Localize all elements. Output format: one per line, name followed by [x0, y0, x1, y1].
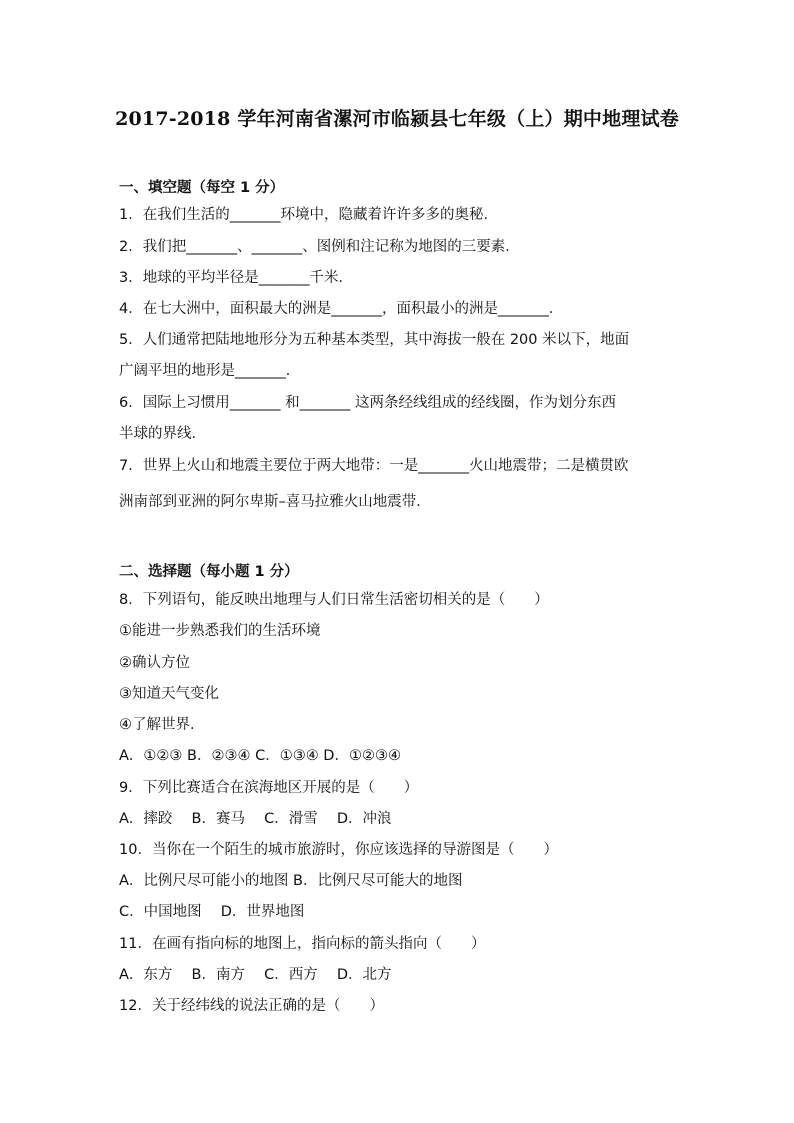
section-heading-fill-blank: 一、填空题（每空 1 分）: [119, 180, 285, 196]
question-line: 半球的界线．: [119, 426, 206, 442]
question-line: 5．人们通常把陆地地形分为五种基本类型，其中海拔一般在 200 米以下，地面: [119, 332, 630, 348]
answer-options: A．①②③ B．②③④ C．①③④ D．①②③④: [119, 748, 401, 764]
question-line: 洲南部到亚洲的阿尔卑斯–喜马拉雅火山地震带．: [119, 494, 431, 510]
question-line: 9．下列比赛适合在滨海地区开展的是（ ）: [119, 780, 419, 796]
answer-options: A．比例尺尽可能小的地图 B．比例尺尽可能大的地图: [119, 873, 463, 889]
question-line: 广阔平坦的地形是_______．: [119, 363, 301, 379]
question-line: 6．国际上习惯用_______ 和_______ 这两条经线组成的经线圈，作为划分东西: [119, 395, 616, 411]
answer-options: A．摔跤 B．赛马 C．滑雪 D．冲浪: [119, 811, 392, 827]
question-line: 1．在我们生活的_______环境中，隐藏着许许多多的奥秘．: [119, 207, 498, 223]
question-line: 10．当你在一个陌生的城市旅游时，你应该选择的导游图是（ ）: [119, 842, 558, 858]
question-line: 8．下列语句，能反映出地理与人们日常生活密切相关的是（ ）: [119, 592, 549, 608]
answer-options: A．东方 B．南方 C．西方 D．北方: [119, 967, 392, 983]
question-line: 11．在画有指向标的地图上，指向标的箭头指向（ ）: [119, 936, 486, 952]
question-line: 3．地球的平均半径是_______千米．: [119, 270, 353, 286]
question-line: ④了解世界．: [119, 717, 205, 733]
question-line: 7．世界上火山和地震主要位于两大地带：一是_______火山地震带；二是横贯欧: [119, 458, 629, 474]
answer-options: C．中国地图 D．世界地图: [119, 904, 305, 920]
question-line: ③知道天气变化: [119, 686, 219, 702]
question-line: 12．关于经纬线的说法正确的是（ ）: [119, 998, 384, 1014]
question-line: ②确认方位: [119, 655, 190, 671]
question-line: 2．我们把_______、_______、图例和注记称为地图的三要素．: [119, 239, 520, 255]
question-line: ①能进一步熟悉我们的生活环境: [119, 623, 321, 639]
section-heading-choice: 二、选择题（每小题 1 分）: [119, 564, 299, 580]
page-title: 2017-2018 学年河南省漯河市临颍县七年级（上）期中地理试卷: [115, 108, 679, 130]
question-line: 4．在七大洲中，面积最大的洲是_______，面积最小的洲是_______．: [119, 301, 564, 317]
